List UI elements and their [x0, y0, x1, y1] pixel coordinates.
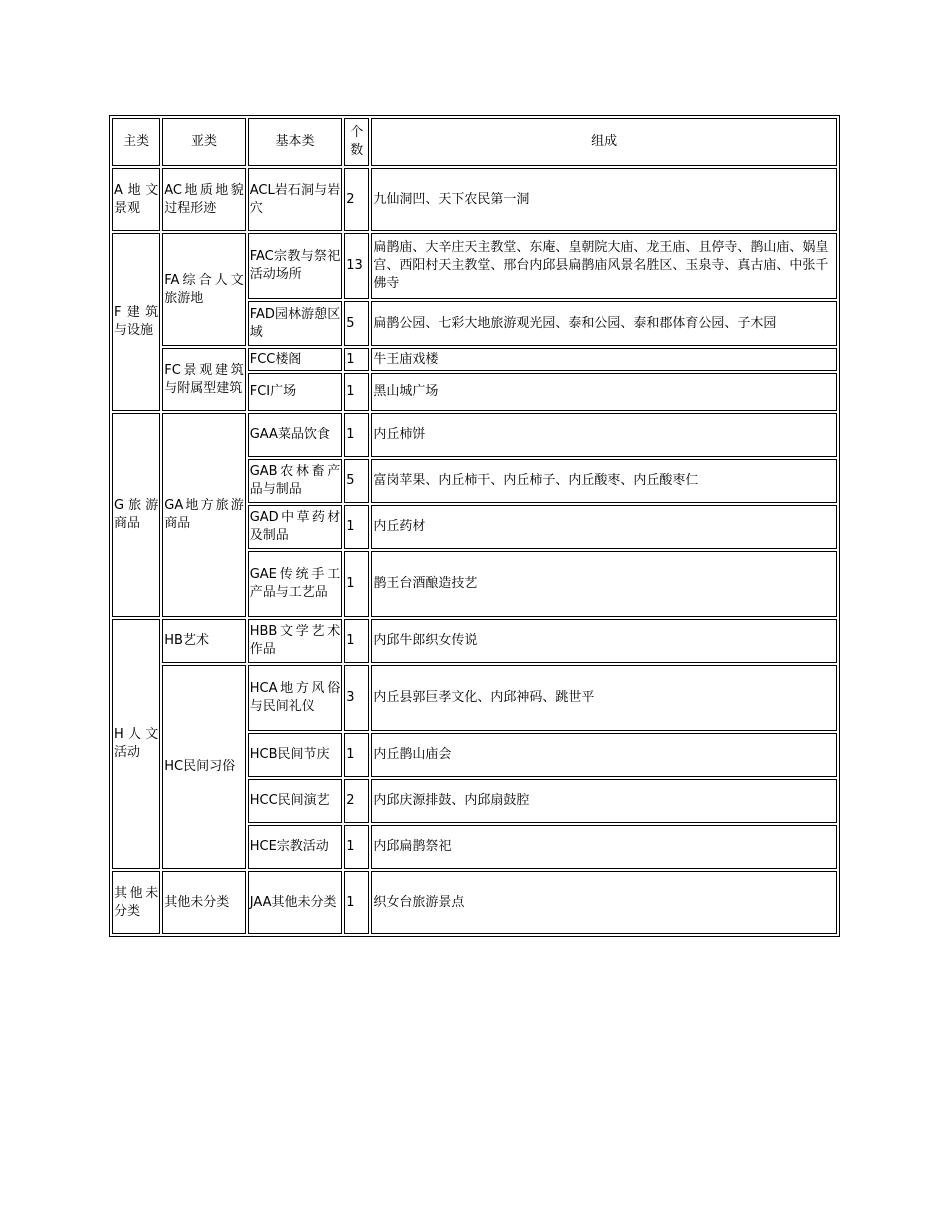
basic-category-cell: HCB民间节庆	[248, 733, 343, 777]
count-cell: 1	[344, 619, 369, 663]
composition-cell: 织女台旅游景点	[371, 871, 837, 934]
main-category-cell: 其他未分类	[112, 871, 160, 934]
composition-cell: 内邱庆源排鼓、内邱扇鼓腔	[371, 779, 837, 823]
basic-category-cell: HBB文学艺术作品	[248, 619, 343, 663]
sub-category-cell: GA地方旅游商品	[162, 413, 245, 617]
basic-category-cell: GAE传统手工产品与工艺品	[248, 551, 343, 617]
table-row	[112, 665, 837, 731]
basic-category-cell: GAA菜品饮食	[248, 413, 343, 457]
basic-category-cell: HCC民间演艺	[248, 779, 343, 823]
header-count: 个数	[344, 118, 369, 166]
table-row	[112, 348, 837, 371]
main-category-cell: A地文景观	[112, 168, 160, 231]
composition-cell: 鹊王台酒酿造技艺	[371, 551, 837, 617]
basic-category-cell: GAD中草药材及制品	[248, 505, 343, 549]
count-cell: 1	[344, 505, 369, 549]
sub-category-cell: FA综合人文旅游地	[162, 233, 245, 346]
count-cell: 1	[344, 373, 369, 411]
count-cell: 5	[344, 301, 369, 346]
table-row	[112, 871, 837, 934]
composition-cell: 内邱扁鹊祭祀	[371, 825, 837, 869]
composition-cell: 扁鹊庙、大辛庄天主教堂、东庵、皇朝院大庙、龙王庙、且停寺、鹊山庙、娲皇宫、西阳村天主教堂、邢台内邱县扁鹊庙风景名胜区、玉泉寺、真古庙、中张千佛寺	[371, 233, 837, 299]
count-cell: 1	[344, 551, 369, 617]
table-row	[112, 168, 837, 231]
composition-cell: 黑山城广场	[371, 373, 837, 411]
table-row	[112, 413, 837, 457]
main-category-cell: H人文活动	[112, 619, 160, 869]
count-cell: 1	[344, 871, 369, 934]
composition-cell: 牛王庙戏楼	[371, 348, 837, 371]
count-cell: 2	[344, 168, 369, 231]
sub-category-cell: HB艺术	[162, 619, 245, 663]
count-cell: 1	[344, 733, 369, 777]
sub-category-cell: 其他未分类	[162, 871, 245, 934]
main-category-cell: F建筑与设施	[112, 233, 160, 411]
table-row	[112, 233, 837, 299]
count-cell: 5	[344, 459, 369, 503]
table-row	[112, 619, 837, 663]
basic-category-cell: GAB农林畜产品与制品	[248, 459, 343, 503]
basic-category-cell: HCE宗教活动	[248, 825, 343, 869]
count-cell: 1	[344, 825, 369, 869]
sub-category-cell: AC地质地貌过程形迹	[162, 168, 245, 231]
basic-category-cell: JAA其他未分类	[248, 871, 343, 934]
header-basic-category: 基本类	[248, 118, 343, 166]
classification-table	[109, 115, 840, 937]
sub-category-cell: HC民间习俗	[162, 665, 245, 869]
basic-category-cell: FAD园林游憩区域	[248, 301, 343, 346]
header-composition: 组成	[371, 118, 837, 166]
basic-category-cell: ACL岩石洞与岩穴	[248, 168, 343, 231]
main-category-cell: G旅游商品	[112, 413, 160, 617]
count-cell: 1	[344, 413, 369, 457]
count-cell: 13	[344, 233, 369, 299]
composition-cell: 内丘柿饼	[371, 413, 837, 457]
header-main-category: 主类	[112, 118, 160, 166]
composition-cell: 九仙洞凹、天下农民第一洞	[371, 168, 837, 231]
composition-cell: 内邱牛郎织女传说	[371, 619, 837, 663]
basic-category-cell: HCA地方风俗与民间礼仪	[248, 665, 343, 731]
count-cell: 3	[344, 665, 369, 731]
composition-cell: 内丘县郭巨孝文化、内邱神码、跳世平	[371, 665, 837, 731]
count-cell: 2	[344, 779, 369, 823]
count-cell: 1	[344, 348, 369, 371]
basic-category-cell: FCC楼阁	[248, 348, 343, 371]
basic-category-cell: FAC宗教与祭祀活动场所	[248, 233, 343, 299]
composition-cell: 内丘药材	[371, 505, 837, 549]
table-header-row	[112, 118, 837, 166]
composition-cell: 内丘鹊山庙会	[371, 733, 837, 777]
sub-category-cell: FC景观建筑与附属型建筑	[162, 348, 245, 411]
composition-cell: 扁鹊公园、七彩大地旅游观光园、泰和公园、泰和郡体育公园、子木园	[371, 301, 837, 346]
composition-cell: 富岗苹果、内丘柿干、内丘柿子、内丘酸枣、内丘酸枣仁	[371, 459, 837, 503]
header-sub-category: 亚类	[162, 118, 245, 166]
basic-category-cell: FCI广场	[248, 373, 343, 411]
